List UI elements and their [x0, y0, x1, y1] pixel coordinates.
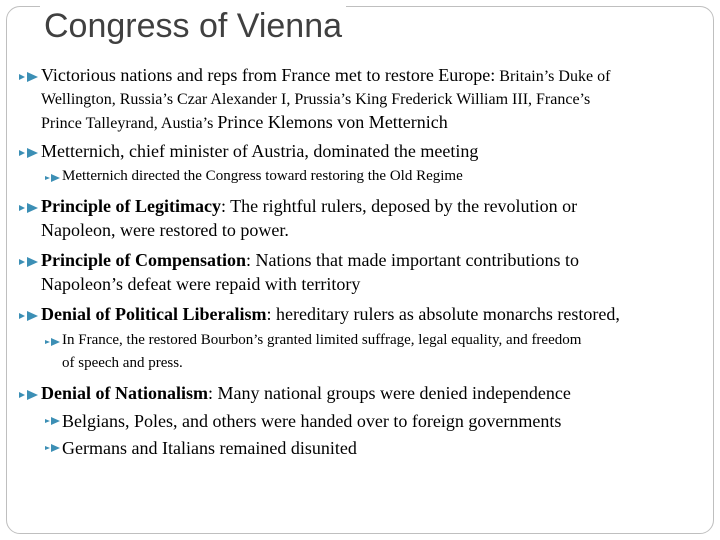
bullet-1-text-a: Victorious nations and reps from France met to restore Europe: — [41, 65, 496, 85]
bullet-6-sub2: Germans and Italians remained disunited — [62, 438, 357, 458]
bullet-3-line1 — [41, 196, 577, 217]
bullet-1-line1 — [41, 65, 610, 86]
bullet-1-line3 — [41, 112, 448, 133]
slide-title: Congress of Vienna — [40, 3, 346, 49]
bullet-arrow-icon — [27, 72, 38, 82]
bullet-2-sub: Metternich directed the Congress toward restoring the Old Regime — [62, 168, 463, 184]
bullet-4-line2: Napoleon’s defeat were repaid with territory — [41, 274, 361, 294]
bullet-5-term: Denial of Political Liberalism — [41, 304, 267, 324]
bullet-5-sub-line2: of speech and press. — [62, 355, 183, 371]
bullet-2-text: Metternich, chief minister of Austria, dominated the meeting — [41, 141, 479, 161]
bullet-1-text-c: Prince Talleyrand, Austia’s — [41, 115, 214, 132]
sub-bullet-arrow-icon — [51, 444, 60, 452]
bullet-5-rest: : hereditary rulers as absolute monarchs restored, — [266, 304, 620, 324]
bullet-4-term: Principle of Compensation — [41, 250, 246, 270]
bullet-5-sub-line1: In France, the restored Bourbon’s granted limited suffrage, legal equality, and freedom — [62, 332, 582, 348]
bullet-arrow-icon — [27, 203, 38, 213]
sub-bullet-arrow-icon — [51, 174, 60, 182]
bullet-4-rest: : Nations that made important contributions to — [246, 250, 579, 270]
sub-bullet-arrow-icon — [51, 338, 60, 346]
bullet-arrow-icon — [27, 148, 38, 158]
bullet-1-text-b: Britain’s Duke of — [499, 68, 611, 85]
bullet-5-line1 — [41, 304, 620, 325]
bullet-arrow-icon — [27, 257, 38, 267]
bullet-1-text-d: Prince Klemons von Metternich — [217, 112, 448, 132]
bullet-6-term: Denial of Nationalism — [41, 383, 209, 403]
bullet-4-line1 — [41, 250, 579, 271]
bullet-6-sub1: Belgians, Poles, and others were handed over to foreign governments — [62, 411, 562, 431]
sub-bullet-arrow-icon — [51, 417, 60, 425]
bullet-6-line1 — [41, 383, 571, 404]
bullet-arrow-icon — [27, 390, 38, 400]
bullet-6-rest: : Many national groups were denied independence — [208, 383, 571, 403]
bullet-arrow-icon — [27, 311, 38, 321]
bullet-3-rest: : The rightful rulers, deposed by the revolution or — [220, 196, 578, 216]
bullet-1-line2: Wellington, Russia’s Czar Alexander I, Prussia’s King Frederick William III, France’s — [41, 91, 591, 108]
bullet-3-term: Principle of Legitimacy — [41, 196, 221, 216]
bullet-3-line2: Napoleon, were restored to power. — [41, 220, 289, 240]
